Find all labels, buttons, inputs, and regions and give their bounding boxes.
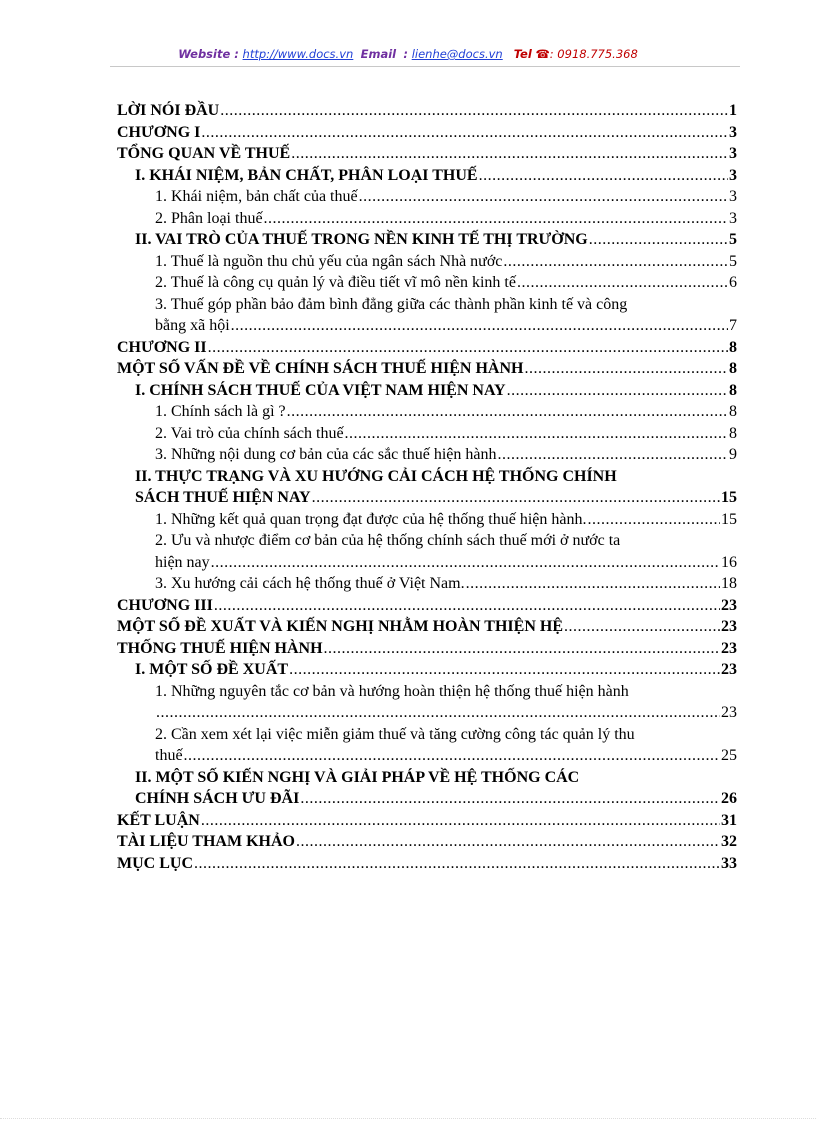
toc-entry-page: 15 <box>721 489 737 506</box>
toc-entry-title: II. VAI TRÒ CỦA THUẾ TRONG NỀN KINH TẾ THỊ TRƯỜNG <box>135 231 588 248</box>
toc-entry-title: MỤC LỤC <box>117 854 193 872</box>
toc-entry[interactable] <box>117 810 737 832</box>
toc-leader <box>517 272 728 294</box>
toc-entry-line1[interactable] <box>117 767 737 789</box>
toc-leader <box>466 573 720 595</box>
toc-entry-page: 33 <box>721 854 737 872</box>
toc-entry-title: thuế <box>155 747 183 764</box>
toc-entry[interactable] <box>117 380 737 402</box>
toc-entry-title: 1. Những kết quả quan trọng đạt được của hệ thống thuế hiện hành. <box>155 510 587 528</box>
toc-entry[interactable] <box>117 487 737 509</box>
toc-leader <box>345 423 728 445</box>
email-separator: : <box>403 47 409 61</box>
toc-entry-title: THỐNG THUẾ HIỆN HÀNH <box>117 639 323 657</box>
toc-leader <box>211 552 720 574</box>
website-link[interactable]: http://www.docs.vn <box>242 47 354 61</box>
toc-leader <box>479 165 728 187</box>
toc-entry-title: 1. Khái niệm, bản chất của thuế <box>155 188 358 205</box>
toc-entry[interactable] <box>117 745 737 767</box>
toc-leader <box>287 401 728 423</box>
header-divider <box>110 66 740 67</box>
toc-entry[interactable] <box>117 337 737 359</box>
toc-leader <box>291 143 728 165</box>
toc-entry-page: 5 <box>729 252 737 270</box>
toc-leader <box>524 358 728 380</box>
toc-entry-title: CHƯƠNG I <box>117 123 201 141</box>
toc-entry-title: MỘT SỐ VẤN ĐỀ VỀ CHÍNH SÁCH THUẾ HIỆN HÀNH <box>117 360 524 377</box>
toc-entry-title: CHƯƠNG II <box>117 338 207 356</box>
toc-entry[interactable] <box>117 122 737 144</box>
toc-leader <box>296 831 720 853</box>
toc-entry-page: 23 <box>721 596 737 614</box>
toc-leader <box>312 487 720 509</box>
toc-entry-title: 3. Những nội dung cơ bản của các sắc thuế hiện hành <box>155 446 497 463</box>
toc-entry-page: 32 <box>721 833 737 850</box>
toc-entry-title-line1: II. THỰC TRẠNG VÀ XU HƯỚNG CẢI CÁCH HỆ THỐNG CHÍNH <box>135 467 617 485</box>
toc-entry[interactable] <box>117 659 737 681</box>
toc-entry-title: 2. Phân loại thuế <box>155 209 263 227</box>
toc-entry[interactable] <box>117 853 737 875</box>
toc-entry[interactable] <box>117 100 737 122</box>
toc-entry-page: 3 <box>729 123 737 141</box>
toc-entry-title: 3. Xu hướng cải cách hệ thống thuế ở Việt Nam. <box>155 575 465 592</box>
toc-entry[interactable] <box>117 831 737 853</box>
toc-entry-page: 3 <box>729 188 737 205</box>
toc-entry[interactable] <box>117 423 737 445</box>
toc-entry-title: 2. Vai trò của chính sách thuế <box>155 424 344 442</box>
toc-entry[interactable] <box>117 702 737 724</box>
toc-entry-line1[interactable] <box>117 681 737 703</box>
toc-entry-title: bằng xã hội <box>155 317 230 334</box>
toc-entry-line1[interactable] <box>117 466 737 488</box>
toc-entry-page: 15 <box>721 510 737 528</box>
toc-leader <box>201 810 720 832</box>
toc-entry-title: CHÍNH SÁCH ƯU ĐÃI <box>135 790 300 807</box>
toc-leader <box>184 745 720 767</box>
toc-entry-page: 3 <box>729 166 737 184</box>
toc-leader <box>208 337 728 359</box>
toc-entry-title: 1. Thuế là nguồn thu chủ yếu của ngân sách Nhà nước <box>155 252 503 270</box>
toc-entry-title: TÀI LIỆU THAM KHẢO <box>117 833 295 850</box>
toc-entry[interactable] <box>117 272 737 294</box>
toc-entry-page: 18 <box>721 575 737 592</box>
toc-entry[interactable] <box>117 251 737 273</box>
toc-entry-page: 8 <box>729 360 737 377</box>
toc-leader <box>587 509 720 531</box>
toc-leader <box>300 788 720 810</box>
toc-entry[interactable] <box>117 358 737 380</box>
toc-entry-title-line1: 2. Cần xem xét lại việc miễn giảm thuế và tăng cường công tác quản lý thu <box>155 725 635 743</box>
toc-leader <box>497 444 728 466</box>
toc-entry-title: MỘT SỐ ĐỀ XUẤT VÀ KIẾN NGHỊ NHẰM HOÀN THIỆN HỆ <box>117 618 563 635</box>
phone-number: : 0918.775.368 <box>549 47 638 61</box>
toc-entry-title: CHƯƠNG III <box>117 596 213 614</box>
toc-entry-title: I. CHÍNH SÁCH THUẾ CỦA VIỆT NAM HIỆN NAY <box>135 381 506 399</box>
toc-entry-page: 31 <box>721 811 737 829</box>
tel-label: Tel <box>513 47 532 61</box>
table-of-contents <box>117 100 737 874</box>
phone-icon: ☎ <box>535 47 550 61</box>
toc-entry[interactable] <box>117 552 737 574</box>
toc-entry[interactable] <box>117 616 737 638</box>
toc-entry-title: 1. Chính sách là gì ? <box>155 403 286 420</box>
toc-entry[interactable] <box>117 509 737 531</box>
toc-entry-page: 8 <box>729 403 737 420</box>
toc-leader <box>507 380 728 402</box>
toc-entry[interactable] <box>117 401 737 423</box>
toc-entry-title: TỔNG QUAN VỀ THUẾ <box>117 145 291 162</box>
toc-entry-page: 5 <box>729 231 737 248</box>
toc-entry-page: 7 <box>729 317 737 334</box>
toc-leader <box>324 638 720 660</box>
toc-entry-title: 2. Thuế là công cụ quản lý và điều tiết vĩ mô nền kinh tế <box>155 274 516 291</box>
toc-entry-page: 3 <box>729 145 737 162</box>
toc-entry-page: 8 <box>729 381 737 399</box>
toc-entry[interactable] <box>117 444 737 466</box>
toc-entry-page: 3 <box>729 209 737 227</box>
toc-leader <box>214 595 720 617</box>
toc-leader <box>231 315 728 337</box>
toc-entry-title-line1: 1. Những nguyên tắc cơ bản và hướng hoàn thiện hệ thống thuế hiện hành <box>155 682 629 700</box>
toc-entry[interactable] <box>117 788 737 810</box>
toc-entry-title-line1: 3. Thuế góp phần bảo đảm bình đẳng giữa các thành phần kinh tế và công <box>155 295 628 313</box>
toc-entry[interactable] <box>117 229 737 251</box>
toc-leader <box>220 100 728 122</box>
toc-entry-title-line1: II. MỘT SỐ KIẾN NGHỊ VÀ GIẢI PHÁP VỀ HỆ THỐNG CÁC <box>135 768 580 786</box>
toc-entry-page: 8 <box>729 338 737 356</box>
page-header <box>0 47 816 61</box>
toc-leader <box>194 853 720 875</box>
toc-entry-page: 23 <box>721 618 737 635</box>
toc-entry-title: KẾT LUẬN <box>117 811 200 829</box>
toc-entry-page: 25 <box>721 747 737 764</box>
toc-leader <box>289 659 720 681</box>
toc-entry-page: 16 <box>721 553 737 571</box>
toc-leader <box>589 229 728 251</box>
toc-entry-page: 23 <box>721 704 737 721</box>
toc-entry-title: hiện nay <box>155 553 210 571</box>
toc-leader <box>264 208 728 230</box>
toc-entry-title: I. KHÁI NIỆM, BẢN CHẤT, PHÂN LOẠI THUẾ <box>135 166 478 184</box>
email-label: Email <box>360 47 397 61</box>
toc-entry-page: 26 <box>721 790 737 807</box>
page-bottom-edge <box>0 1118 816 1119</box>
toc-entry-title: I. MỘT SỐ ĐỀ XUẤT <box>135 661 289 678</box>
toc-entry-line1[interactable] <box>117 530 737 552</box>
toc-leader <box>503 251 728 273</box>
toc-entry-title-line1: 2. Ưu và nhược điểm cơ bản của hệ thống chính sách thuế mới ở nước ta <box>155 532 621 549</box>
toc-entry-line1[interactable] <box>117 294 737 316</box>
toc-leader <box>201 122 728 144</box>
toc-entry-page: 23 <box>721 661 737 678</box>
toc-entry-page: 9 <box>729 446 737 463</box>
toc-entry-page: 23 <box>721 639 737 657</box>
toc-entry-title: LỜI NÓI ĐẦU <box>117 102 220 119</box>
toc-entry[interactable] <box>117 208 737 230</box>
website-label: Website : <box>178 47 239 61</box>
toc-entry[interactable] <box>117 638 737 660</box>
toc-entry-page: 8 <box>729 424 737 442</box>
toc-entry-page: 1 <box>729 102 737 119</box>
toc-leader <box>359 186 728 208</box>
toc-entry[interactable] <box>117 595 737 617</box>
toc-entry[interactable] <box>117 143 737 165</box>
toc-entry[interactable] <box>117 186 737 208</box>
toc-entry-title: SÁCH THUẾ HIỆN NAY <box>135 489 311 506</box>
toc-entry[interactable] <box>117 165 737 187</box>
toc-entry-line1[interactable] <box>117 724 737 746</box>
toc-entry-page: 6 <box>729 274 737 291</box>
toc-entry[interactable] <box>117 573 737 595</box>
email-link[interactable]: lienhe@docs.vn <box>411 47 503 61</box>
toc-entry[interactable] <box>117 315 737 337</box>
toc-leader <box>564 616 720 638</box>
toc-leader <box>156 702 720 724</box>
